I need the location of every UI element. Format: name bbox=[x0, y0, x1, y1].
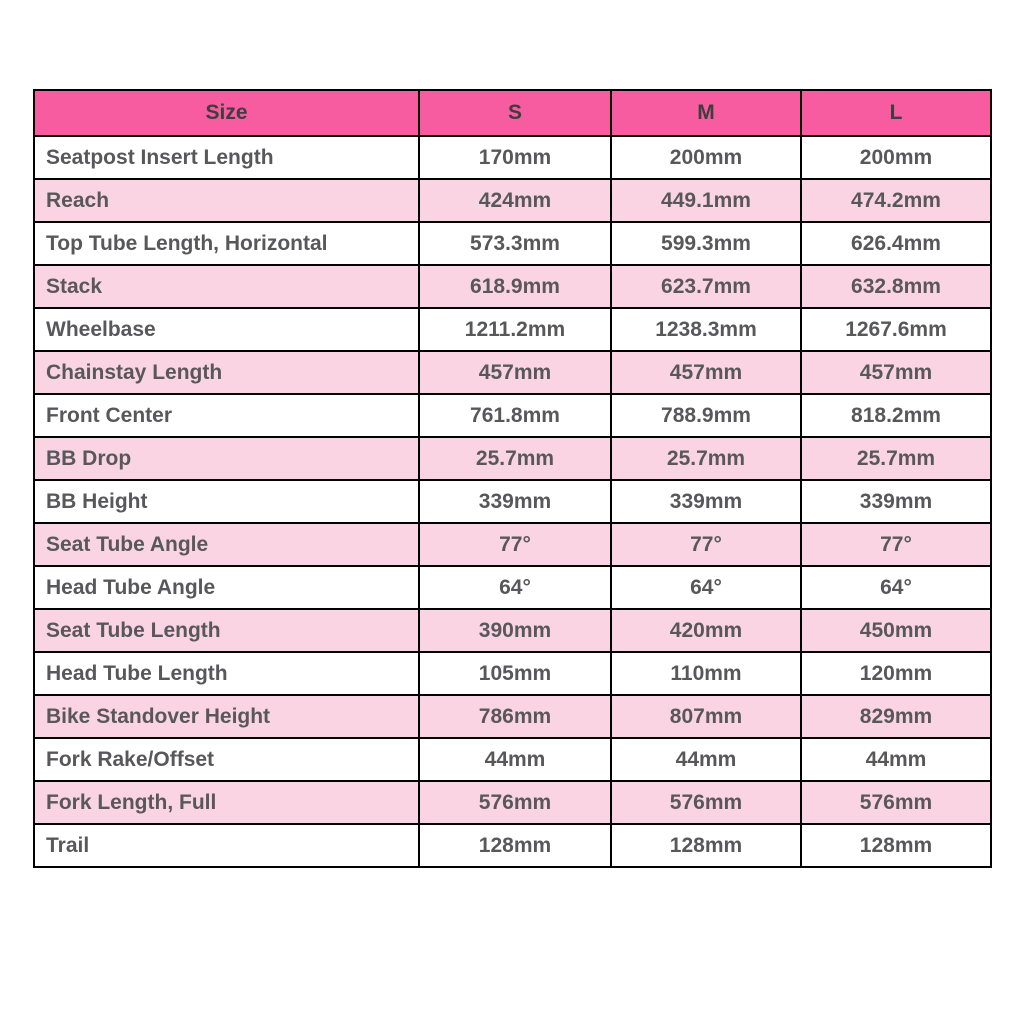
row-label: Seat Tube Angle bbox=[34, 523, 419, 566]
table-row bbox=[34, 437, 991, 480]
table-row bbox=[34, 351, 991, 394]
row-value-m: 807mm bbox=[611, 695, 801, 738]
table-row bbox=[34, 652, 991, 695]
row-value-s: 1211.2mm bbox=[419, 308, 611, 351]
row-value-s: 576mm bbox=[419, 781, 611, 824]
table-header bbox=[34, 90, 991, 136]
row-value-m: 599.3mm bbox=[611, 222, 801, 265]
row-value-l: 128mm bbox=[801, 824, 991, 867]
column-header-size: Size bbox=[34, 90, 419, 136]
table-row bbox=[34, 738, 991, 781]
row-value-l: 1267.6mm bbox=[801, 308, 991, 351]
table-row bbox=[34, 695, 991, 738]
row-value-m: 77° bbox=[611, 523, 801, 566]
row-label: Fork Rake/Offset bbox=[34, 738, 419, 781]
row-value-s: 424mm bbox=[419, 179, 611, 222]
row-label: Seatpost Insert Length bbox=[34, 136, 419, 179]
table-row bbox=[34, 824, 991, 867]
table-header-row bbox=[34, 90, 991, 136]
row-value-s: 105mm bbox=[419, 652, 611, 695]
row-value-s: 339mm bbox=[419, 480, 611, 523]
table-row bbox=[34, 394, 991, 437]
row-value-s: 390mm bbox=[419, 609, 611, 652]
row-value-m: 788.9mm bbox=[611, 394, 801, 437]
row-value-l: 339mm bbox=[801, 480, 991, 523]
table-row bbox=[34, 523, 991, 566]
row-value-m: 1238.3mm bbox=[611, 308, 801, 351]
column-header-l: L bbox=[801, 90, 991, 136]
table-row bbox=[34, 265, 991, 308]
table-row bbox=[34, 781, 991, 824]
row-value-l: 64° bbox=[801, 566, 991, 609]
row-value-m: 200mm bbox=[611, 136, 801, 179]
table-row bbox=[34, 566, 991, 609]
row-value-s: 25.7mm bbox=[419, 437, 611, 480]
row-label: Front Center bbox=[34, 394, 419, 437]
row-label: Top Tube Length, Horizontal bbox=[34, 222, 419, 265]
row-label: Head Tube Length bbox=[34, 652, 419, 695]
row-value-m: 339mm bbox=[611, 480, 801, 523]
row-label: Fork Length, Full bbox=[34, 781, 419, 824]
row-value-l: 457mm bbox=[801, 351, 991, 394]
row-label: Wheelbase bbox=[34, 308, 419, 351]
table-row bbox=[34, 136, 991, 179]
row-value-l: 474.2mm bbox=[801, 179, 991, 222]
row-value-m: 25.7mm bbox=[611, 437, 801, 480]
row-value-s: 618.9mm bbox=[419, 265, 611, 308]
row-value-l: 200mm bbox=[801, 136, 991, 179]
row-value-l: 818.2mm bbox=[801, 394, 991, 437]
row-value-s: 170mm bbox=[419, 136, 611, 179]
row-value-s: 77° bbox=[419, 523, 611, 566]
row-value-s: 64° bbox=[419, 566, 611, 609]
row-value-l: 829mm bbox=[801, 695, 991, 738]
row-label: Reach bbox=[34, 179, 419, 222]
table-row bbox=[34, 480, 991, 523]
row-value-m: 420mm bbox=[611, 609, 801, 652]
row-value-m: 64° bbox=[611, 566, 801, 609]
table-row bbox=[34, 222, 991, 265]
row-value-m: 457mm bbox=[611, 351, 801, 394]
row-label: BB Drop bbox=[34, 437, 419, 480]
row-label: Chainstay Length bbox=[34, 351, 419, 394]
row-value-s: 44mm bbox=[419, 738, 611, 781]
table-row bbox=[34, 179, 991, 222]
row-label: Seat Tube Length bbox=[34, 609, 419, 652]
row-value-s: 786mm bbox=[419, 695, 611, 738]
row-value-s: 573.3mm bbox=[419, 222, 611, 265]
row-value-l: 120mm bbox=[801, 652, 991, 695]
row-value-l: 77° bbox=[801, 523, 991, 566]
table-row bbox=[34, 609, 991, 652]
row-value-m: 128mm bbox=[611, 824, 801, 867]
column-header-s: S bbox=[419, 90, 611, 136]
row-value-m: 44mm bbox=[611, 738, 801, 781]
row-value-s: 128mm bbox=[419, 824, 611, 867]
table-body bbox=[34, 136, 991, 867]
geometry-table bbox=[33, 89, 992, 868]
row-label: Trail bbox=[34, 824, 419, 867]
row-value-m: 576mm bbox=[611, 781, 801, 824]
row-value-l: 44mm bbox=[801, 738, 991, 781]
column-header-m: M bbox=[611, 90, 801, 136]
row-value-m: 623.7mm bbox=[611, 265, 801, 308]
row-value-s: 761.8mm bbox=[419, 394, 611, 437]
row-label: Stack bbox=[34, 265, 419, 308]
row-value-l: 632.8mm bbox=[801, 265, 991, 308]
row-value-l: 576mm bbox=[801, 781, 991, 824]
row-label: Bike Standover Height bbox=[34, 695, 419, 738]
row-label: Head Tube Angle bbox=[34, 566, 419, 609]
row-value-l: 626.4mm bbox=[801, 222, 991, 265]
row-value-s: 457mm bbox=[419, 351, 611, 394]
table-row bbox=[34, 308, 991, 351]
row-value-l: 450mm bbox=[801, 609, 991, 652]
row-value-m: 110mm bbox=[611, 652, 801, 695]
row-value-l: 25.7mm bbox=[801, 437, 991, 480]
row-label: BB Height bbox=[34, 480, 419, 523]
row-value-m: 449.1mm bbox=[611, 179, 801, 222]
